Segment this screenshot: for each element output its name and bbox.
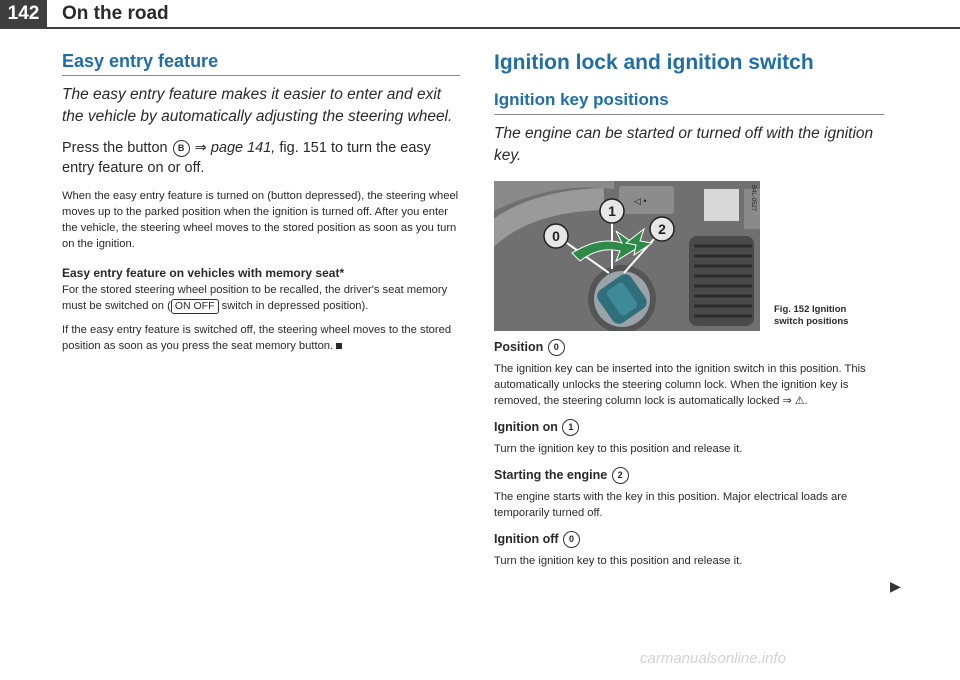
watermark: carmanualsonline.info: [640, 650, 786, 667]
on-off-key: ON OFF: [171, 299, 219, 314]
figure-marker-0: 0: [552, 228, 560, 244]
easy-entry-intro: The easy entry feature makes it easier to enter and exit the vehicle by automatically adjusting the steering wheel.: [62, 86, 453, 125]
ignition-switch-figure: [494, 181, 760, 331]
memory-seat-paragraph: [62, 282, 460, 314]
ignition-intro: The engine can be started or turned off with the ignition key.: [494, 125, 874, 164]
header-rule: [0, 27, 960, 29]
figure-caption: [774, 304, 848, 328]
figure-caption-line2: switch positions: [774, 316, 849, 327]
easy-entry-off-paragraph: [62, 322, 460, 354]
figure-code: B4L-0527: [750, 185, 756, 212]
figure-marker-2: 2: [658, 221, 666, 237]
p3-text: If the easy entry feature is switched off, the steering wheel moves to the stored position as soon as you press the seat memory button.: [62, 324, 452, 352]
easy-entry-paragraph: When the easy entry feature is turned on (button depressed), the steering wheel moves up to the parked position when the ignition is turned off. After you enter the vehicle, the steering wheel moves to the stored position as soon as you turn on the ignition.: [62, 190, 459, 250]
position-2-heading: [494, 467, 884, 484]
ignition-heading: Ignition lock and ignition switch: [494, 51, 814, 74]
easy-entry-heading: Easy entry feature: [62, 50, 460, 76]
p2-pre: For the stored steering wheel position to be recalled, the driver's seat memory must be switched on (: [62, 284, 448, 312]
position-2-label: Starting the engine: [494, 467, 608, 482]
button-b-icon: B: [173, 140, 190, 157]
end-marker-icon: [336, 343, 342, 349]
easy-entry-lead: [62, 138, 460, 178]
page-ref-link[interactable]: ⇒ page 141,: [194, 140, 276, 156]
figure-block: [494, 181, 884, 331]
position-1-label: Ignition on: [494, 419, 558, 434]
svg-text:◁ •: ◁ •: [634, 196, 647, 206]
memory-seat-subheading: Easy entry feature on vehicles with memory seat*: [62, 266, 345, 280]
lead-pre: Press the button: [62, 140, 168, 156]
key-positions-heading: Ignition key positions: [494, 89, 884, 115]
position-2-text: The engine starts with the key in this position. Major electrical loads are temporarily turned off.: [494, 491, 848, 519]
position-3-heading: [494, 531, 884, 548]
figure-marker-1: 1: [608, 203, 616, 219]
right-column: [494, 50, 884, 569]
position-2-icon: 2: [612, 467, 629, 484]
position-3-icon: 0: [563, 531, 580, 548]
warning-ref-link[interactable]: ⇒ ⚠.: [782, 395, 808, 407]
page-number: 142: [0, 0, 47, 27]
position-0-label: Position: [494, 339, 544, 354]
figure-caption-line1: Fig. 152 Ignition: [774, 304, 847, 315]
continue-arrow-icon: ▶: [890, 578, 901, 594]
position-0-text: [494, 361, 884, 409]
p2-post: switch in depressed position).: [221, 300, 369, 312]
position-3-text: Turn the ignition key to this position and release it.: [494, 555, 743, 567]
position-1-icon: 1: [562, 419, 579, 436]
lead-post: fig. 151 to turn the easy entry feature on or off.: [62, 140, 431, 176]
position-1-heading: [494, 419, 884, 436]
position-1-text: Turn the ignition key to this position and release it.: [494, 443, 743, 455]
section-title: On the road: [62, 3, 169, 24]
position-0-icon: 0: [548, 339, 565, 356]
position-0-heading: [494, 339, 884, 356]
position-3-label: Ignition off: [494, 531, 559, 546]
left-column: [62, 50, 460, 354]
position-0-body: The ignition key can be inserted into the ignition switch in this position. This automatically unlocks the steering column lock. When the ignition key is removed, the steering column lock is automatically locked: [494, 363, 866, 407]
